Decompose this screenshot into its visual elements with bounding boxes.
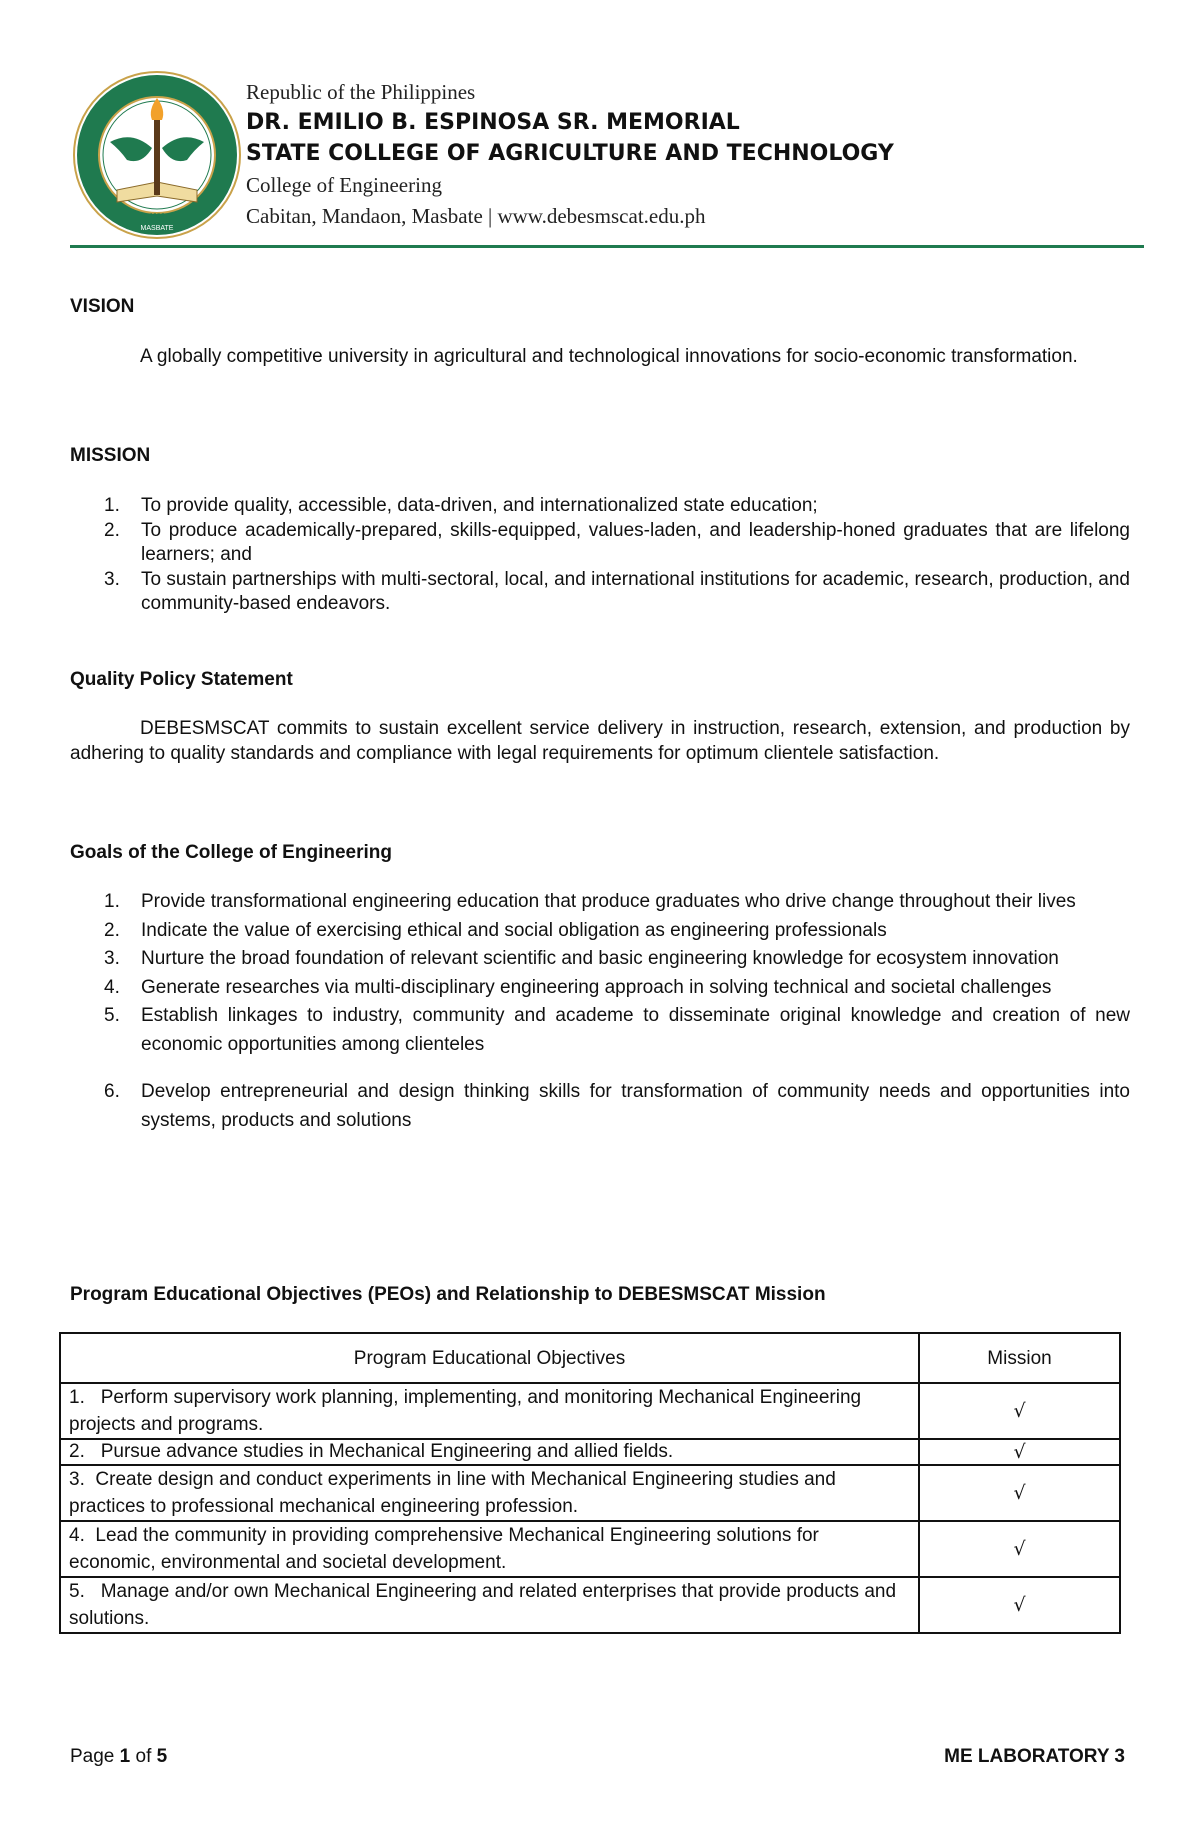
mission-check: √: [919, 1465, 1120, 1521]
course-label: ME LABORATORY 3: [944, 1746, 1125, 1767]
list-number: 2.: [104, 519, 120, 541]
objective-text: Lead the community in providing comprehensive Mechanical Engineering solutions for economic, environmental and societal development.: [69, 1525, 819, 1573]
objective-text: Perform supervisory work planning, implementing, and monitoring Mechanical Engineering projects and programs.: [69, 1387, 862, 1435]
goal-item-text: Indicate the value of exercising ethical and social obligation as engineering professionals: [141, 919, 887, 941]
mission-item-text: To sustain partnerships with multi-sectoral, local, and international institutions for academic, research, production, and community-based endeavors.: [141, 568, 1130, 614]
college-seal-logo: [72, 70, 242, 240]
goal-item: [70, 888, 1130, 917]
goal-item: [70, 1078, 1130, 1135]
row-number: 3.: [69, 1469, 85, 1490]
objective-cell: [60, 1521, 919, 1577]
goal-item-text: Provide transformational engineering education that produce graduates who drive change throughout their lives: [141, 891, 1076, 912]
mission-item-text: To provide quality, accessible, data-driven, and internationalized state education;: [141, 495, 818, 516]
institution-name-line2: STATE COLLEGE OF AGRICULTURE AND TECHNOLOGY: [246, 141, 894, 166]
list-number: 2.: [104, 919, 120, 941]
table-row: [60, 1383, 1120, 1439]
goal-item-text: Develop entrepreneurial and design thinking skills for transformation of community needs and opportunities into systems, products and solutions: [141, 1081, 1130, 1131]
mission-check: √: [919, 1521, 1120, 1577]
college-address: Cabitan, Mandaon, Masbate | www.debesmscat.edu.ph: [246, 204, 706, 228]
objective-text: Create design and conduct experiments in line with Mechanical Engineering studies and practices to professional mechanical engineering profession.: [69, 1469, 836, 1517]
goals-list: [70, 888, 1130, 1135]
goal-item: [70, 1002, 1130, 1059]
goal-item: [70, 917, 1130, 946]
page-indicator: [70, 1746, 167, 1768]
goal-item: [70, 945, 1130, 974]
list-number: 5.: [104, 1005, 120, 1026]
mission-item-text: To produce academically-prepared, skills-equipped, values-laden, and leadership-honed graduates that are lifelong learners; and: [141, 519, 1130, 565]
goal-item-text: Generate researches via multi-disciplinary engineering approach in solving technical and societal challenges: [141, 976, 1052, 998]
quality-policy-heading: Quality Policy Statement: [70, 669, 293, 690]
mission-check: √: [919, 1383, 1120, 1439]
objective-cell: [60, 1465, 919, 1521]
goal-item-text: Establish linkages to industry, community and academe to disseminate original knowledge and creation of new economic opportunities among clienteles: [141, 1005, 1130, 1055]
peo-heading: Program Educational Objectives (PEOs) and Relationship to DEBESMSCAT Mission: [70, 1284, 826, 1305]
goal-item-text: Nurture the broad foundation of relevant scientific and basic engineering knowledge for ecosystem innovation: [141, 948, 1059, 969]
objective-cell: [60, 1439, 919, 1465]
objective-cell: [60, 1577, 919, 1633]
list-number: 1.: [104, 891, 120, 912]
mission-item: [70, 568, 1130, 617]
peo-table: [59, 1332, 1121, 1634]
page-current: 1: [119, 1746, 131, 1767]
quality-policy-text: DEBESMSCAT commits to sustain excellent service delivery in instruction, research, extension, and production by adhering to quality standards and compliance with legal requirements for optimum clientele satisfaction.: [70, 718, 1130, 764]
row-number: 5.: [69, 1581, 85, 1602]
mission-check: √: [919, 1439, 1120, 1465]
list-number: 1.: [104, 495, 120, 516]
page-of: of: [135, 1746, 152, 1767]
row-number: 4.: [69, 1525, 85, 1546]
mission-item: [70, 494, 1130, 519]
table-row: [60, 1439, 1120, 1465]
objective-cell: [60, 1383, 919, 1439]
objective-text: Manage and/or own Mechanical Engineering and related enterprises that provide products and solutions.: [69, 1581, 897, 1629]
table-row: [60, 1521, 1120, 1577]
vision-text: A globally competitive university in agricultural and technological innovations for socio-economic transformation.: [140, 346, 1078, 367]
mission-check: √: [919, 1577, 1120, 1633]
list-number: 4.: [104, 976, 120, 998]
table-row: [60, 1465, 1120, 1521]
table-header-row: [60, 1333, 1120, 1383]
row-number: 1.: [69, 1387, 85, 1408]
page-label: Page: [70, 1746, 115, 1767]
page-total: 5: [156, 1746, 168, 1767]
list-number: 3.: [104, 948, 120, 969]
svg-text:1952: 1952: [149, 213, 165, 220]
svg-text:MASBATE: MASBATE: [140, 225, 174, 232]
institution-name-line1: DR. EMILIO B. ESPINOSA SR. MEMORIAL: [246, 110, 740, 135]
mission-list: [70, 494, 1130, 617]
header-divider: [70, 245, 1144, 248]
goal-item: [70, 974, 1130, 1003]
table-row: [60, 1577, 1120, 1633]
country-name: Republic of the Philippines: [246, 80, 476, 104]
list-number: 6.: [104, 1081, 120, 1102]
mission-heading: MISSION: [70, 445, 151, 466]
vision-heading: VISION: [70, 296, 135, 317]
column-header-mission: Mission: [919, 1333, 1120, 1383]
mission-item: [70, 519, 1130, 568]
row-number: 2.: [69, 1441, 85, 1462]
goals-heading: Goals of the College of Engineering: [70, 842, 392, 863]
list-number: 3.: [104, 568, 120, 590]
college-name: College of Engineering: [246, 173, 442, 197]
column-header-objectives: Program Educational Objectives: [60, 1333, 919, 1383]
objective-text: Pursue advance studies in Mechanical Engineering and allied fields.: [100, 1441, 674, 1462]
